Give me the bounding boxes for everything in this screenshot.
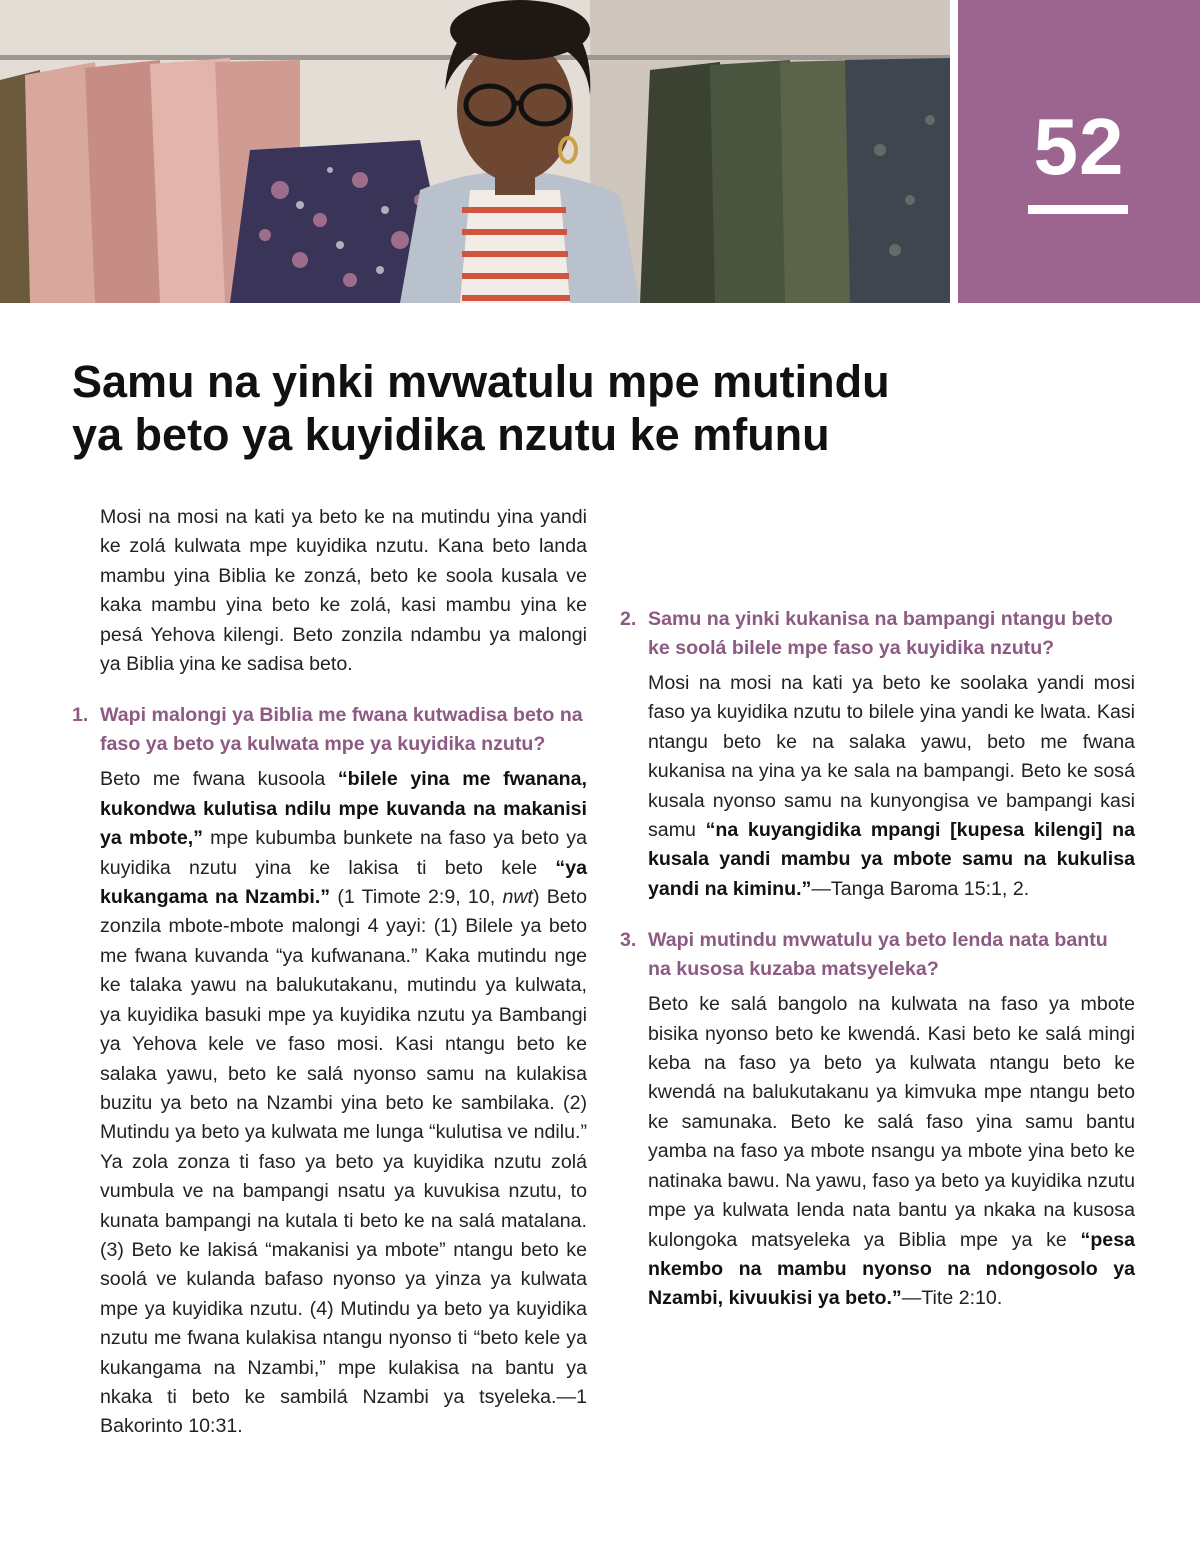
answer-1-citation: (1 Timote 2:9, 10,: [337, 886, 496, 909]
question-1: [72, 701, 587, 759]
answer-3-text-a: Beto ke salá bangolo na kulwata na faso ya mbote bisika nyonso beto ke kwendá. Kasi beto ke salá mingi keba na faso ya beto ya kulwata ntangu beto ke kwendá na balukutakanu ya kimvuka mpe ntangu beto ke samunaka. Beto ke salá faso yina samu bantu yamba na faso ya mbote nsangu ya mbote yina beto ke natinaka bawu. Na yawu, faso ya beto ya kuyidika nzutu mpe ya kulwata lenda nata bantu ya nkaka na kusosa kulongoka matsyeleka ya Biblia mpe ya ke: [648, 993, 1135, 1251]
question-3-text: Wapi mutindu mvwatulu ya beto lenda nata bantu na kusosa kuzaba matsyeleka?: [648, 929, 1108, 981]
answer-2-paragraph: [620, 669, 1135, 904]
lesson-number-underline: [1028, 205, 1128, 214]
answer-2-quote: “na kuyangidika mpangi [kupesa kilengi] na kusala yandi mambu ya mbote samu na kukulisa yandi na kiminu.”: [648, 819, 1135, 900]
question-2: [620, 605, 1135, 663]
question-2-text: Samu na yinki kukanisa na bampangi ntangu beto ke soolá bilele mpe faso ya kuyidika nzutu?: [648, 608, 1113, 659]
question-2-number: 2.: [620, 608, 637, 630]
answer-2-text-a: Mosi na mosi na kati ya beto ke soolaka yandi mosi faso ya kuyidika nzutu to bilele yina yandi ke lwata. Kasi ntangu beto ke na salaka yawu, beto me fwana kukanisa na yina ya ke sala na bampangi. Beto ke sosá kusala nyonso samu na kunyongisa ve bampangi kasi samu: [648, 672, 1135, 842]
page-title: [72, 355, 1122, 461]
answer-1-quote-a: “bilele yina me fwanana, kukondwa kulutisa ndilu mpe kuvanda na makanisi ya mbote,”: [100, 768, 587, 850]
answer-1-text-b: mpe kubumba bunkete na faso ya beto ya kuyidika nzutu yina ke lakisa ti beto kele: [100, 827, 587, 879]
question-1-number: 1.: [72, 704, 89, 727]
title-line-2: ya beto ya kuyidika nzutu ke mfunu: [72, 409, 830, 460]
answer-3-paragraph: [620, 990, 1135, 1313]
intro-paragraph: Mosi na mosi na kati ya beto ke na mutindu yina yandi ke zolá kulwata mpe kuyidika nzutu. Kana beto landa mambu yina Biblia ke zonzá, beto ke soola kusala ve kaka mambu yina beto ke zolá, kasi mambu yina ke pesá Yehova kilengi. Beto zonzila ndambu ya malongi ya Biblia yina ke sadisa beto.: [100, 506, 587, 676]
answer-1-citation-version: nwt: [502, 886, 533, 909]
answer-2-citation: —Tanga Baroma 15:1, 2.: [811, 877, 1030, 900]
answer-1-paragraph: [72, 765, 587, 1441]
answer-1-text-c: ) Beto zonzila mbote-mbote malongi 4 yayi: (1) Bilele ya beto me fwana kuvanda “ya kufwanana.” Kaka mutindu nge ke talaka yawu na balukutakanu, mutindu ya kulwata, ya kuyidika basuki mpe ya kuyidika nzutu ya Bambangi ya Yehova kele ve faso mosi. Kasi ntangu beto ke salaka yawu, beto ke salá nyonso samu na kulakisa buzitu ya beto na Nzambi yina beto ke sambilaka. (2) Mutindu ya beto ya kulwata me lunga “kulutisa ve ndilu.” Ya zola zonza ti faso ya beto ya kuyidika nzutu zolá vumbula ve na bampangi nsatu ya kuvukisa nzutu, to kunata bampangi na kutala ti beto ke na salá matalana. (3) Beto ke lakisá “makanisi ya mbote” ntangu beto ke soolá ve kulanda bafaso nyonso ya yinza ya kulwata mpe ya kuyidika nzutu. (4) Mutindu ya beto ya kuyidika nzutu me fwana kulakisa ntangu nyonso ti “beto kele ya kukangama na Nzambi,” mpe kulakisa na bantu ya nkaka ti beto ke sambilá Nzambi ya tsyeleka.—1 Bakorinto 10:31.: [100, 886, 588, 1438]
right-column: [620, 503, 1135, 1314]
answer-3-citation: —Tite 2:10.: [901, 1287, 1003, 1310]
woman-shopping-clothes-photo: [0, 0, 950, 303]
left-column: [72, 503, 587, 1442]
lesson-number: 52: [1033, 102, 1125, 191]
answer-1-quote-b: “ya kukangama na Nzambi.”: [100, 856, 587, 909]
header-photo: [0, 0, 950, 303]
answer-3-quote: “pesa nkembo na mambu nyonso na ndongosolo ya Nzambi, kivuukisi ya beto.”: [648, 1228, 1135, 1310]
question-3-number: 3.: [620, 929, 637, 952]
question-1-text: Wapi malongi ya Biblia me fwana kutwadisa beto na faso ya beto ya kulwata mpe ya kuyidika nzutu?: [100, 704, 583, 756]
question-3: [620, 926, 1135, 984]
title-line-1: Samu na yinki mvwatulu mpe mutindu: [72, 356, 890, 407]
lesson-number-box: [958, 0, 1200, 303]
answer-1-text-a: Beto me fwana kusoola: [100, 768, 326, 791]
